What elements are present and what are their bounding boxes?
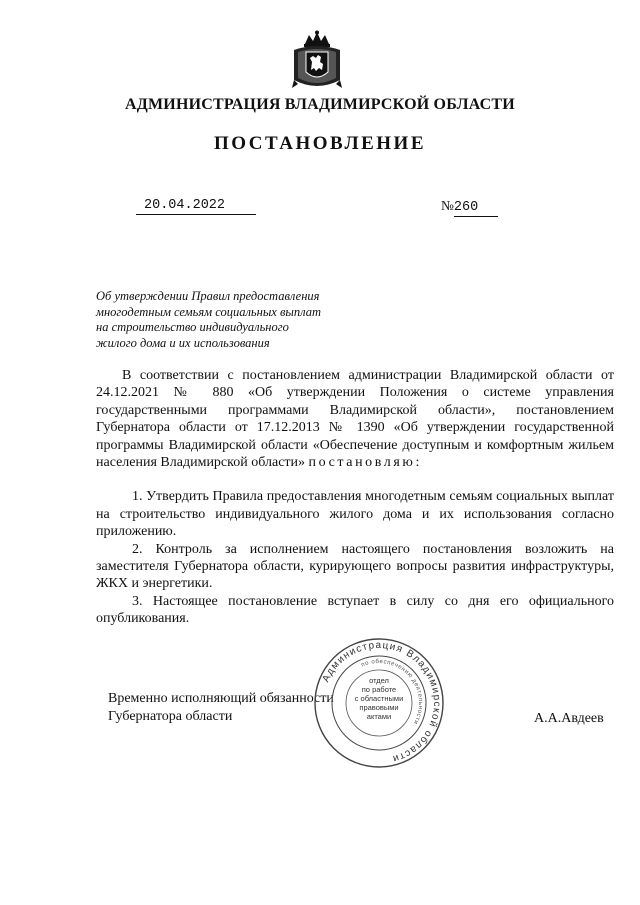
stamp-inner-text	[350, 676, 408, 721]
document-date: 20.04.2022	[136, 198, 256, 215]
signatory-position	[108, 690, 334, 726]
stamp-line: актами	[366, 712, 392, 721]
preamble-text: В соответствии с постановлением администрации Владимирской области от 24.12.2021 № 880 «Об утверждении Положения о системе управления государственными программами Владимирской области», постановлением Губернатора области от 17.12.2013 № 1390 «Об утверждении государственной программы Владимирской области «Обеспечение доступным и комфортным жильем населения Владимирской области»	[96, 368, 614, 471]
stamp-ring-text: Администрация Владимирской области	[320, 639, 443, 765]
stamp-line: правовыми	[359, 703, 399, 712]
subject-line: на строительство индивидуального	[96, 320, 289, 334]
stamp-line: с областными	[354, 694, 404, 703]
organization-title: АДМИНИСТРАЦИЯ ВЛАДИМИРСКОЙ ОБЛАСТИ	[125, 96, 515, 113]
decree-item: 1. Утвердить Правила предоставления многодетным семьям социальных выплат на строительство индивидуального жилого дома и их использования согласно приложению.	[96, 489, 614, 540]
subject-line: Об утверждении Правил предоставления	[96, 289, 320, 303]
coat-of-arms-icon	[290, 30, 344, 92]
stamp-line: по работе	[361, 685, 397, 694]
document-number	[441, 198, 498, 217]
subject-line: многодетным семьям социальных выплат	[96, 304, 321, 319]
signatory-position-line: Губернатора области	[108, 709, 233, 724]
document-subject	[96, 289, 346, 351]
number-value: 260	[454, 200, 498, 217]
stamp-inner-ring-text: по обеспечению деятельности	[360, 658, 424, 726]
document-body	[96, 367, 614, 628]
stamp-line: отдел	[369, 676, 389, 685]
number-sign: №	[441, 198, 454, 213]
enact-word: постановляю:	[308, 455, 422, 471]
decree-item: 2. Контроль за исполнением настоящего постановления возложить на заместителя Губернатора области, курирующего вопросы развития инфраструктуры, ЖКХ и энергетики.	[96, 541, 614, 592]
signatory-position-line: Временно исполняющий обязанности	[108, 691, 334, 706]
subject-line: жилого дома и их использования	[96, 335, 270, 350]
decree-item: 3. Настоящее постановление вступает в силу со дня его официального опубликования.	[96, 593, 614, 627]
signatory-name: А.А.Авдеев	[534, 711, 604, 726]
document-type: ПОСТАНОВЛЕНИЕ	[213, 133, 427, 154]
preamble-paragraph	[96, 367, 614, 471]
